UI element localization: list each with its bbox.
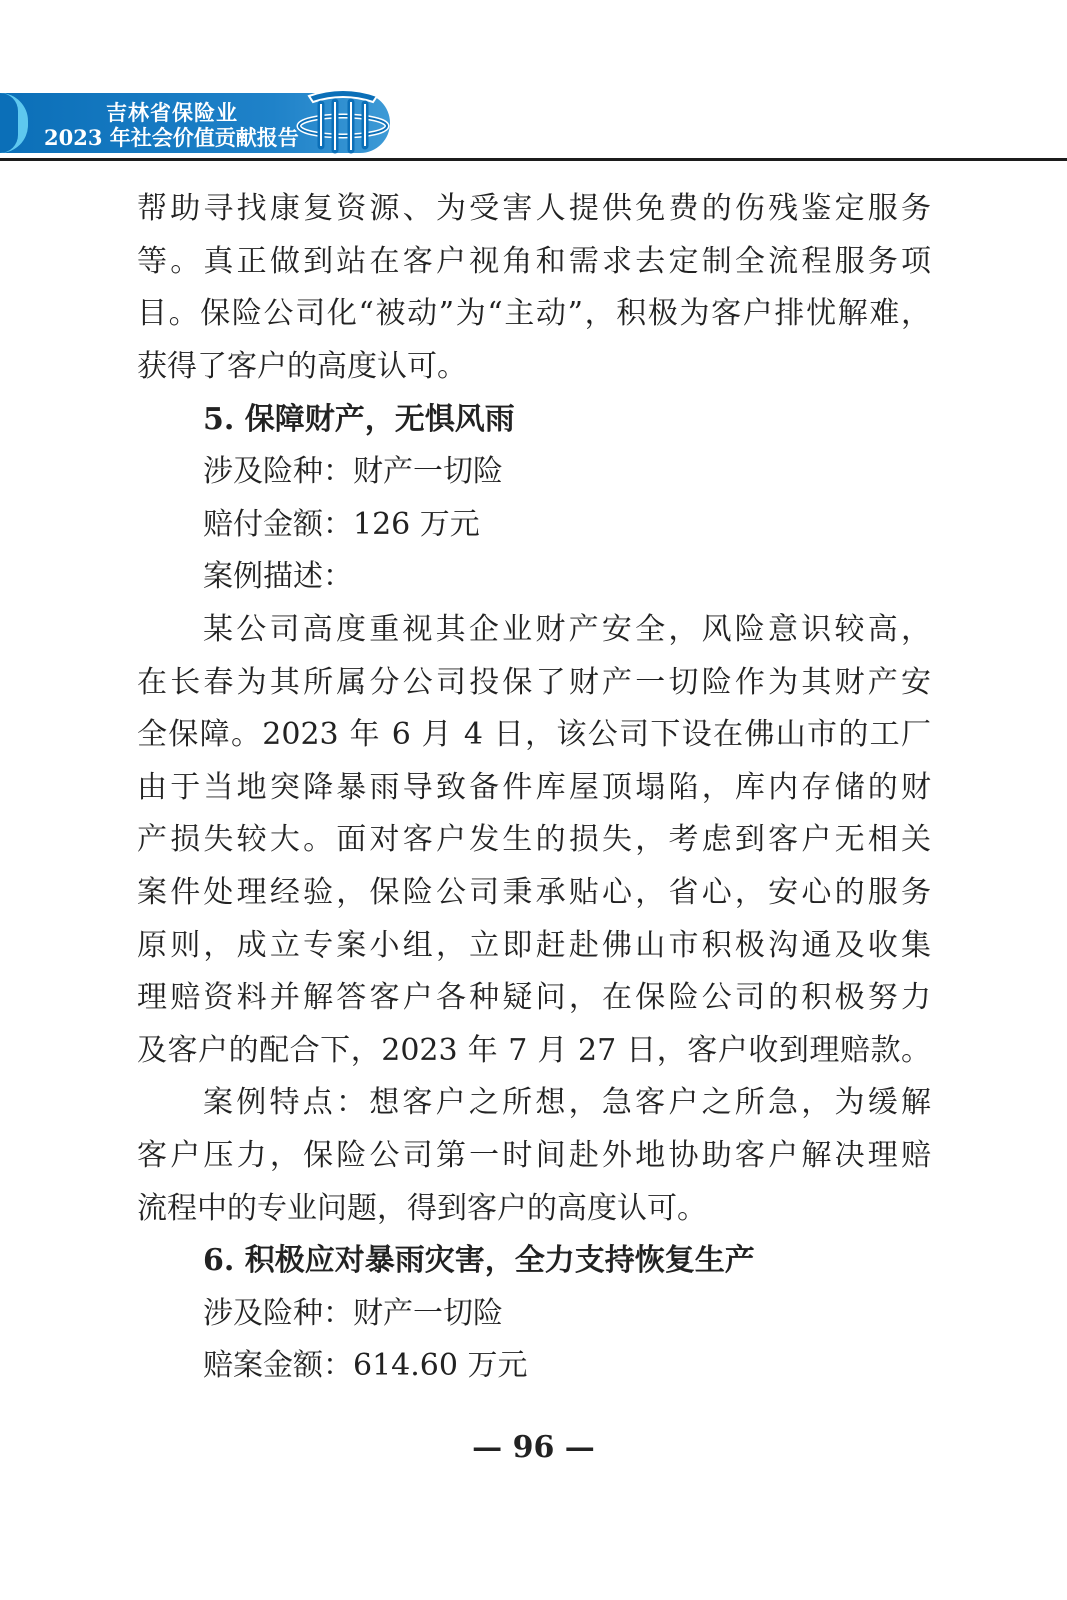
body-line: 由于当地突降暴雨导致备件库屋顶塌陷，库内存储的财 [137,770,931,805]
claim-amount-line: 赔案金额：614.60 万元 [203,1348,528,1383]
body-line: 获得了客户的高度认可。 [137,349,467,384]
body-line: 案件处理经验，保险公司秉承贴心，省心，安心的服务 [137,875,931,910]
page-number: — 96 — [472,1430,595,1465]
body-line: 产损失较大。面对客户发生的损失，考虑到客户无相关 [137,822,931,857]
insurance-type-line: 涉及险种：财产一切险 [203,1296,503,1331]
body-line: 在长春为其所属分公司投保了财产一切险作为其财产安 [137,665,931,700]
body-line: 某公司高度重视其企业财产安全，风险意识较高， [203,612,931,647]
case-feature-line: 案例特点：想客户之所想，急客户之所急，为缓解 [203,1085,931,1120]
section-heading: 6. 积极应对暴雨灾害，全力支持恢复生产 [203,1243,755,1278]
body-line: 全保障。2023 年 6 月 4 日，该公司下设在佛山市的工厂 [137,717,931,752]
report-title-line1: 吉林省保险业 [106,100,238,125]
header-divider [0,158,1067,161]
report-logo-icon [295,82,391,156]
section-heading: 5. 保障财产，无惧风雨 [203,402,515,437]
body-line: 原则，成立专案小组，立即赶赴佛山市积极沟通及收集 [137,928,931,963]
body-line: 目。保险公司化“被动”为“主动”，积极为客户排忧解难， [137,296,931,331]
insurance-type-line: 涉及险种：财产一切险 [203,454,503,489]
body-line: 等。真正做到站在客户视角和需求去定制全流程服务项 [137,244,931,279]
body-line: 及客户的配合下，2023 年 7 月 27 日，客户收到理赔款。 [137,1033,931,1068]
report-title-line2: 2023 年社会价值贡献报告 [44,125,299,150]
body-line: 流程中的专业问题，得到客户的高度认可。 [137,1191,707,1226]
body-line: 理赔资料并解答客户各种疑问，在保险公司的积极努力 [137,980,931,1015]
claim-amount-line: 赔付金额：126 万元 [203,507,480,542]
header-banner-accent-inner [0,93,18,153]
case-description-label: 案例描述： [203,559,353,594]
body-line: 帮助寻找康复资源、为受害人提供免费的伤残鉴定服务 [137,191,931,226]
body-line: 客户压力，保险公司第一时间赴外地协助客户解决理赔 [137,1138,931,1173]
